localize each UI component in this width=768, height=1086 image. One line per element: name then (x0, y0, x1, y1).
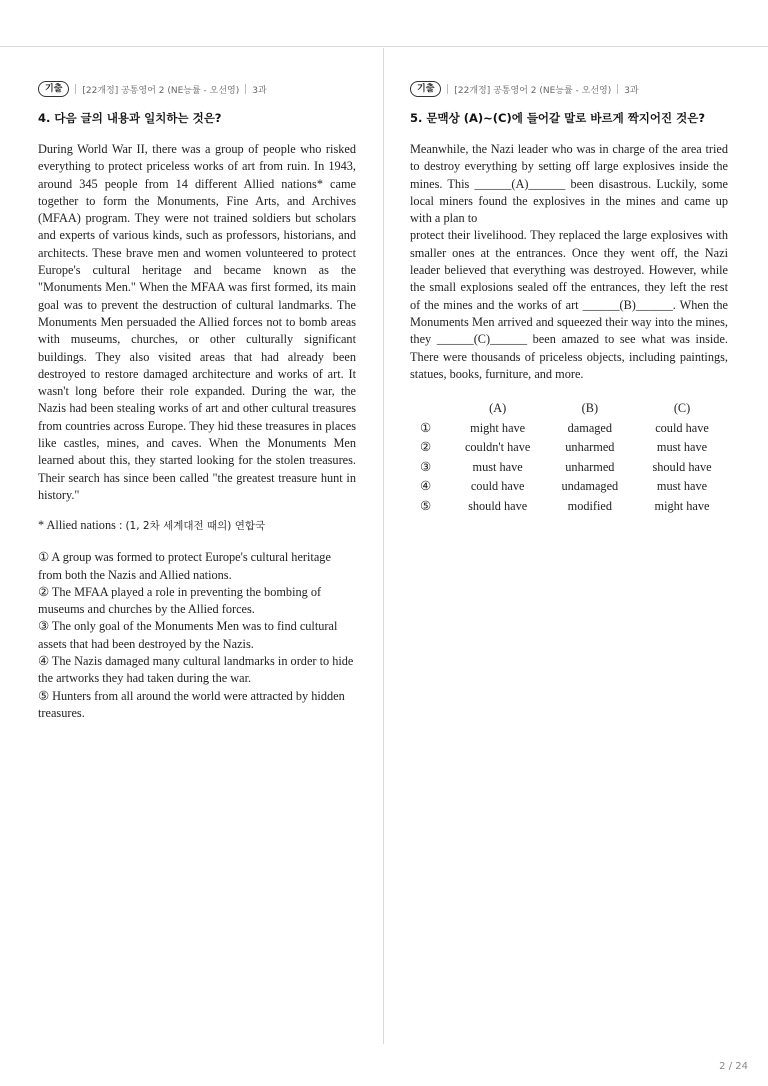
passage (410, 141, 728, 227)
answer-row[interactable] (414, 477, 728, 497)
footnote-term: * Allied nations : (38, 518, 126, 533)
passage-text: protect their livelihood. They replaced the large explosives with smaller ones at the entrances. Once they went off, the Nazi leader believed that everything was destroyed. However, while the small explosions sealed off the entrances, they left the rest of the mines and the works of art (410, 228, 728, 312)
header-b: (B) (581, 401, 599, 416)
question-4 (38, 80, 356, 722)
answer-c: should have (652, 459, 712, 474)
answer-b: damaged (567, 420, 613, 435)
blank-c: ______(C)______ (436, 332, 527, 347)
option-1[interactable]: ① A group was formed to protect Europe's cultural heritage from both the Nazis and Allied nations. (38, 550, 331, 582)
option-4[interactable]: ④ The Nazis damaged many cultural landmarks in order to hide the artworks they had taken during the war. (38, 654, 354, 686)
answer-row[interactable] (414, 458, 728, 478)
footnote (38, 518, 356, 533)
answer-b: undamaged (561, 479, 619, 494)
answer-b: modified (567, 498, 613, 513)
source-badge: 기출 (410, 81, 441, 97)
source-text: [22개정] 공통영어 2 (NE능률 - 오선영) (454, 85, 612, 96)
answer-number: ⑤ (420, 498, 432, 513)
header-rule (0, 46, 768, 47)
blank-a: ______(A)______ (474, 176, 566, 191)
answer-row[interactable] (414, 438, 728, 458)
question-title: 5. 문맥상 (A)~(C)에 들어갈 말로 바르게 짝지어진 것은? (410, 111, 706, 125)
answer-c: might have (654, 498, 710, 513)
passage-text: been amazed to see what was inside. There were thousands of priceless objects, including paintings, statues, books, furniture, and more. (410, 332, 728, 381)
answer-table (414, 399, 728, 516)
question-meta (38, 80, 356, 98)
answer-number: ③ (420, 459, 432, 474)
answer-number: ② (420, 440, 432, 455)
answer-a: might have (470, 420, 526, 435)
header-c: (C) (673, 401, 691, 416)
passage-text: . When the Monuments Men arrived and squeezed their way into the mines, they (410, 297, 729, 347)
passage-continued (410, 227, 728, 383)
answer-number: ① (420, 420, 432, 435)
passage-text: Meanwhile, the Nazi leader who was in charge of the area tried to destroy everything by setting off large explosives inside the mines. This (410, 142, 728, 191)
source-text: [22개정] 공통영어 2 (NE능률 - 오선영) (82, 85, 240, 96)
answer-c: could have (655, 420, 709, 435)
page-number: 2 / 24 (719, 1061, 748, 1072)
question-meta (410, 80, 728, 98)
answer-row[interactable] (414, 419, 728, 439)
answer-c: must have (656, 440, 708, 455)
answer-row[interactable] (414, 497, 728, 517)
passage-text: been disastrous. Luckily, some local miners found the explosives in the mines and came up with a plan to (410, 176, 728, 226)
option-5[interactable]: ⑤ Hunters from all around the world were attracted by hidden treasures. (38, 688, 345, 720)
source-badge: 기출 (38, 81, 69, 97)
lesson-text: 3과 (624, 85, 639, 96)
answer-a: must have (472, 459, 523, 474)
answer-b: unharmed (565, 459, 615, 474)
footnote-definition: (1, 2차 세계대전 때의) 연합국 (125, 520, 266, 533)
answer-number: ④ (420, 479, 432, 494)
question-title: 4. 다음 글의 내용과 일치하는 것은? (38, 111, 222, 125)
blank-b: ______(B)______ (582, 297, 673, 312)
header-a: (A) (489, 401, 507, 416)
option-2[interactable]: ② The MFAA played a role in preventing the bombing of museums and churches by the Allied forces. (38, 584, 322, 617)
question-5 (410, 80, 728, 516)
column-divider (383, 48, 384, 1044)
answer-a: couldn't have (464, 440, 531, 455)
passage: During World War II, there was a group of people who risked everything to protect priceless works of art from ruin. In 1943, around 345 people from 14 different Allied nations* came together to form the Monuments, Fine Arts, and Archives (MFAA) program. They were not trained soldiers but scholars and experts of various kinds, such as professors, historians, and architects. These brave men and women volunteered to protect Europe's cultural heritage and became known as the "Monuments Men." When the MFAA was first formed, its main goal was to prevent the destruction of cultural landmarks. The Monuments Men persuaded the Allied forces not to bomb areas with museums, churches, or other culturally significant buildings. They also visited areas that had already been destroyed to restore damaged architecture and works of art. It wasn't long before their role expanded. During the war, the Nazis had been stealing works of art and other cultural treasures from countries across Europe. They hid these treasures in places like castles, mines, and caves. When the Monuments Men learned about this, they started looking for the stolen treasures. Their search has since been called "the greatest treasure hunt in history." (38, 142, 356, 502)
option-3[interactable]: ③ The only goal of the Monuments Men was to find cultural assets that had been destroyed by the Nazis. (38, 619, 338, 651)
answer-b: unharmed (565, 440, 615, 455)
answer-c: must have (656, 479, 708, 494)
answer-a: should have (468, 498, 528, 513)
lesson-text: 3과 (252, 85, 267, 96)
answer-header-row (414, 399, 728, 419)
answer-a: could have (470, 479, 525, 494)
